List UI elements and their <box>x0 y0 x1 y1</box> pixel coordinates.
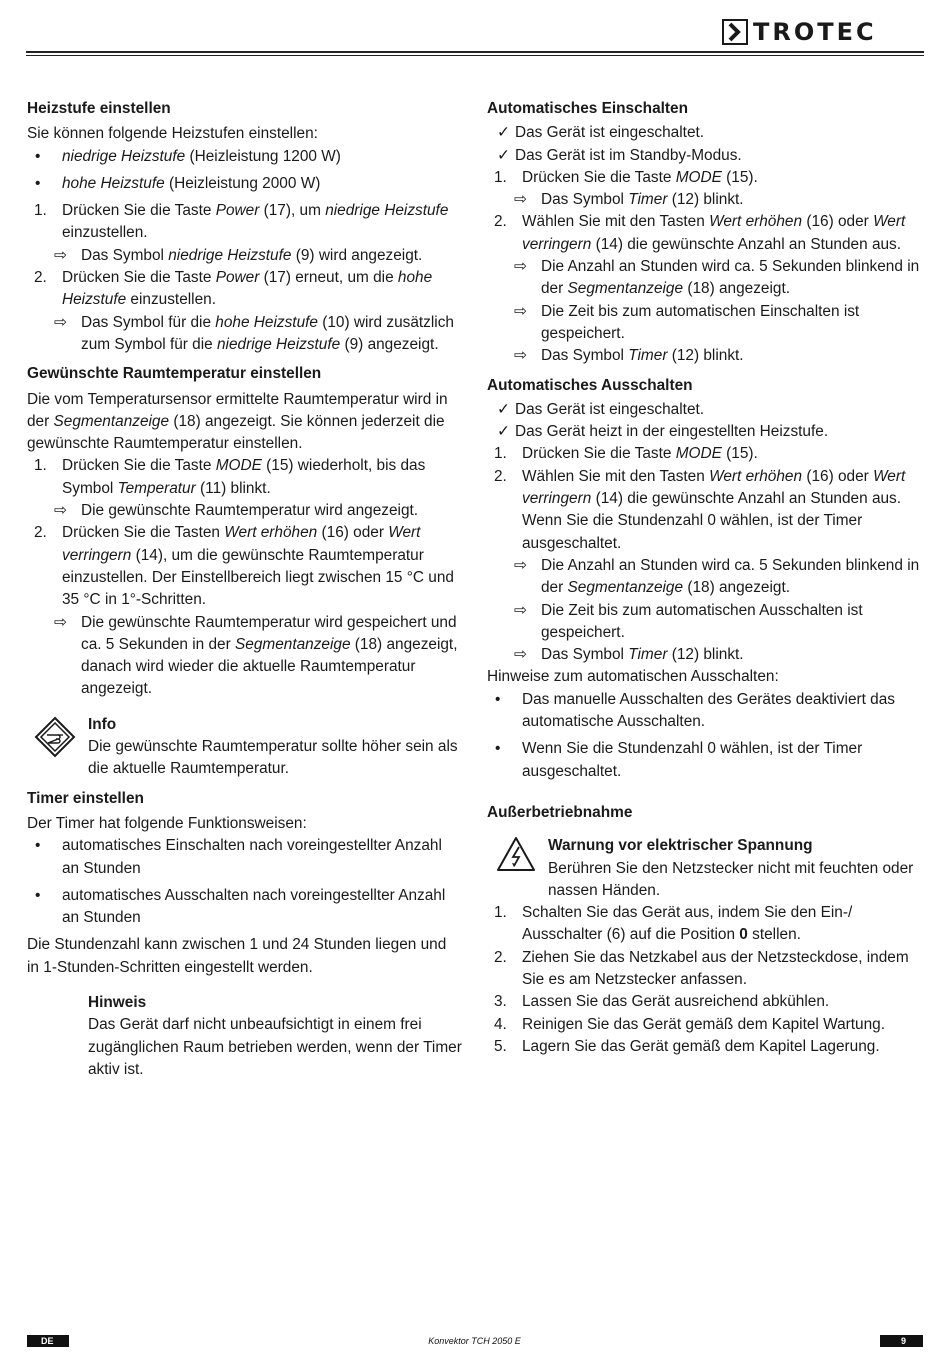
right-column <box>487 98 927 1058</box>
list-item: • automatisches Einschalten nach voreingestellter Anzahl an Stunden <box>35 837 442 877</box>
step-item: 1. Drücken Sie die Taste MODE (15) wiederholt, bis das Symbol Temperatur (11) blinkt. <box>34 457 426 497</box>
info-hand-icon <box>34 716 76 758</box>
result-arrow-icon: ⇨ <box>514 556 527 574</box>
footer-title: Konvektor TCH 2050 E <box>428 1336 521 1346</box>
result-item: ⇨ Die gewünschte Raumtemperatur wird angezeigt. <box>27 500 462 522</box>
warning-box <box>487 835 927 902</box>
result-item: ⇨ Das Symbol Timer (12) blinkt. <box>487 189 927 211</box>
section-title-ausschalten: Automatisches Ausschalten <box>487 376 693 394</box>
step-number: 2. <box>34 269 47 287</box>
bullet-marker: • <box>35 147 41 165</box>
footer-title-area <box>69 1335 880 1347</box>
warning-title: Warnung vor elektrischer Spannung <box>548 837 813 855</box>
check-icon: ✓ <box>497 423 510 441</box>
result-item: ⇨ Die Zeit bis zum automatischen Einschalten ist gespeichert. <box>514 302 860 342</box>
hinweis-title: Hinweis <box>88 993 147 1011</box>
check-icon: ✓ <box>497 146 510 164</box>
timer-range-text: Die Stundenzahl kann zwischen 1 und 24 Stunden liegen und in 1-Stunden-Schritten eingestellt werden. <box>27 936 447 976</box>
info-box <box>27 714 462 781</box>
result-item: ⇨ Die Anzahl an Stunden wird ca. 5 Sekunden blinkend in der Segmentanzeige (18) angezeigt. <box>514 556 920 597</box>
section-title-raumtemperatur: Gewünschte Raumtemperatur einstellen <box>27 365 322 383</box>
trotec-logo-icon <box>722 19 748 45</box>
brand-name: TROTEC <box>753 18 877 46</box>
list-item: • hohe Heizstufe (Heizleistung 2000 W) <box>27 173 462 195</box>
step-item: 2. Wählen Sie mit den Tasten Wert erhöhen (16) oder Wert verringern (14) die gewünschte Anzahl an Stunden aus. <box>494 213 906 253</box>
result-item: ⇨ Das Symbol für die hohe Heizstufe (10) wird zusätzlich zum Symbol für die niedrige Heizstufe (9) angezeigt. <box>54 313 454 353</box>
step-number: 5. <box>494 1037 507 1055</box>
bullet-marker: • <box>35 837 41 855</box>
result-item: ⇨ Die gewünschte Raumtemperatur wird gespeichert und ca. 5 Sekunden in der Segmentanzeige (18) angezeigt, danach wird wieder die aktuelle Raumtemperatur angezeigt. <box>54 613 458 698</box>
step-number: 1. <box>494 445 507 463</box>
result-arrow-icon: ⇨ <box>514 347 527 365</box>
step-item: 3. Lassen Sie das Gerät ausreichend abkühlen. <box>487 991 927 1013</box>
result-arrow-icon: ⇨ <box>514 191 527 209</box>
list-item: • niedrige Heizstufe (Heizleistung 1200 W) <box>27 146 462 168</box>
step-item: 1. Schalten Sie das Gerät aus, indem Sie den Ein-/ Ausschalter (6) auf die Position 0 stellen. <box>494 904 853 944</box>
bullet-marker: • <box>495 690 501 708</box>
header-rule <box>26 51 924 53</box>
step-number: 3. <box>494 993 507 1011</box>
check-item: ✓ Das Gerät heizt in der eingestellten Heizstufe. <box>487 421 927 443</box>
heizstufe-intro: Sie können folgende Heizstufen einstellen: <box>27 125 318 143</box>
hinweis-text: Das Gerät darf nicht unbeaufsichtigt in einem frei zugänglichen Raum betrieben werden, wenn der Timer aktiv ist. <box>88 1016 462 1078</box>
check-icon: ✓ <box>497 124 510 142</box>
result-item: ⇨ Die Anzahl an Stunden wird ca. 5 Sekunden blinkend in der Segmentanzeige (18) angezeigt. <box>514 258 920 298</box>
list-item: • automatisches Ausschalten nach voreingestellter Anzahl an Stunden <box>35 886 446 927</box>
step-item: 2. Wählen Sie mit den Tasten Wert erhöhen (16) oder Wert verringern (14) die gewünschte Anzahl an Stunden aus. Wenn Sie die Stundenzahl 0 wählen, ist der Timer ausgeschaltet. <box>494 467 906 552</box>
step-item: 1. Drücken Sie die Taste Power (17), um niedrige Heizstufe einzustellen. <box>34 202 449 242</box>
bullet-marker: • <box>495 740 501 758</box>
step-item: 2. Drücken Sie die Taste Power (17) erneut, um die hohe Heizstufe einzustellen. <box>34 269 433 309</box>
step-number: 1. <box>494 904 507 922</box>
result-item: ⇨ Das Symbol Timer (12) blinkt. <box>487 644 927 666</box>
footer-page-number: 9 <box>900 1336 906 1346</box>
result-item: ⇨ Das Symbol Timer (12) blinkt. <box>487 345 927 367</box>
brand-logo <box>722 19 877 45</box>
warning-text: Berühren Sie den Netzstecker nicht mit feuchten oder nassen Händen. <box>548 859 914 899</box>
info-title: Info <box>88 715 117 733</box>
section-title-timer: Timer einstellen <box>27 789 144 807</box>
step-item: 1. Drücken Sie die Taste MODE (15). <box>487 167 927 189</box>
step-number: 4. <box>494 1015 507 1033</box>
footer-language: DE <box>41 1336 54 1346</box>
header-rule-thin <box>26 55 924 56</box>
ausschalten-notes-intro: Hinweise zum automatischen Ausschalten: <box>487 668 779 686</box>
result-arrow-icon: ⇨ <box>514 646 527 664</box>
step-number: 2. <box>494 213 507 231</box>
result-item: ⇨ Die Zeit bis zum automatischen Ausschalten ist gespeichert. <box>514 601 863 641</box>
result-arrow-icon: ⇨ <box>54 246 67 264</box>
step-item: 1. Drücken Sie die Taste MODE (15). <box>487 443 927 465</box>
section-title-ausserbetriebnahme: Außerbetriebnahme <box>487 803 633 821</box>
step-number: 2. <box>34 524 47 542</box>
timer-intro: Der Timer hat folgende Funktionsweisen: <box>27 814 307 832</box>
bullet-marker: • <box>35 886 41 904</box>
step-number: 2. <box>494 467 507 485</box>
section-title-einschalten: Automatisches Einschalten <box>487 100 688 117</box>
check-icon: ✓ <box>497 400 510 418</box>
bullet-marker: • <box>35 174 41 192</box>
step-item: 4. Reinigen Sie das Gerät gemäß dem Kapitel Wartung. <box>487 1014 927 1036</box>
step-item: 2. Drücken Sie die Tasten Wert erhöhen (16) oder Wert verringern (14), um die gewünschte Raumtemperatur einzustellen. Der Einstellbereich liegt zwischen 15 °C und 35 °C in 1°-Schritten. <box>34 524 454 609</box>
step-item: 2. Ziehen Sie das Netzkabel aus der Netzsteckdose, indem Sie es am Netzstecker anfassen. <box>494 948 909 988</box>
step-number: 1. <box>34 457 47 475</box>
check-item: ✓ Das Gerät ist eingeschaltet. <box>487 399 927 421</box>
result-arrow-icon: ⇨ <box>54 613 67 631</box>
step-number: 1. <box>34 202 47 220</box>
electric-warning-icon <box>495 835 537 873</box>
result-arrow-icon: ⇨ <box>514 302 527 320</box>
section-title-heizstufe: Heizstufe einstellen <box>27 100 171 117</box>
result-arrow-icon: ⇨ <box>514 601 527 619</box>
step-number: 1. <box>494 168 507 186</box>
step-number: 2. <box>494 948 507 966</box>
check-item: ✓ Das Gerät ist eingeschaltet. <box>487 122 927 144</box>
result-item: ⇨ Das Symbol niedrige Heizstufe (9) wird angezeigt. <box>27 245 462 267</box>
info-text: Die gewünschte Raumtemperatur sollte höher sein als die aktuelle Raumtemperatur. <box>88 738 458 778</box>
list-item: • Das manuelle Ausschalten des Gerätes deaktiviert das automatische Ausschalten. <box>495 690 895 731</box>
list-item: • Wenn Sie die Stundenzahl 0 wählen, ist der Timer ausgeschaltet. <box>495 740 863 780</box>
raumtemp-intro: Die vom Temperatursensor ermittelte Raumtemperatur wird in der Segmentanzeige (18) angezeigt. Sie können jederzeit die gewünschte Raumtemperatur einstellen. <box>27 390 448 453</box>
left-column <box>27 98 462 1081</box>
hinweis-box <box>27 992 462 1081</box>
footer-bar <box>27 1335 923 1347</box>
step-item: 5. Lagern Sie das Gerät gemäß dem Kapitel Lagerung. <box>487 1036 927 1058</box>
result-arrow-icon: ⇨ <box>54 313 67 331</box>
check-item: ✓ Das Gerät ist im Standby-Modus. <box>487 145 927 167</box>
result-arrow-icon: ⇨ <box>514 258 527 276</box>
result-arrow-icon: ⇨ <box>54 502 67 520</box>
